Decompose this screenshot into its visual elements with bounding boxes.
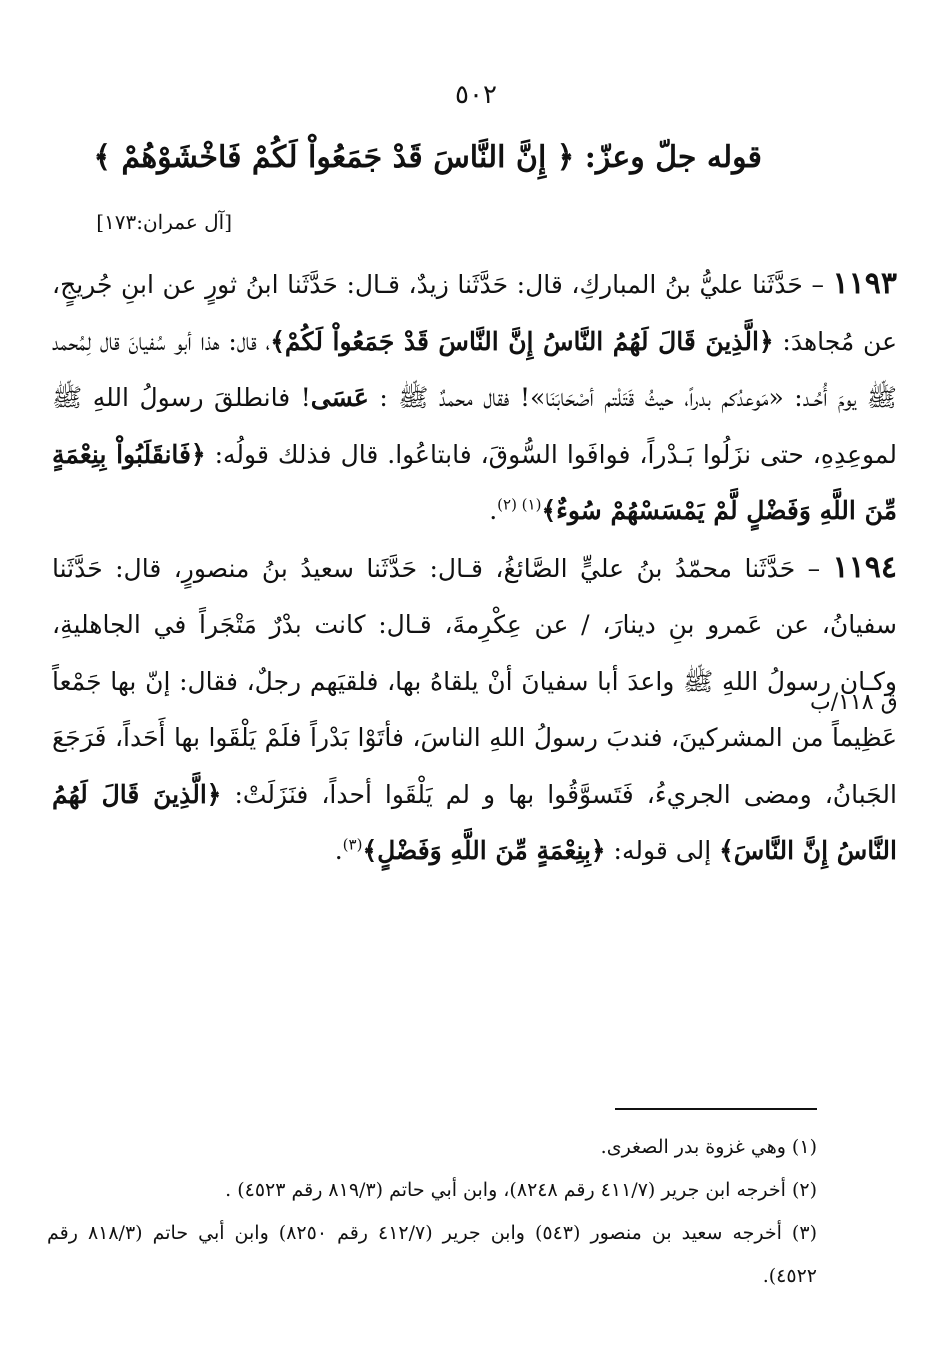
quran-quote: ﴿الَّذِينَ قَالَ لَهُمُ النَّاسُ إِنَّ النَّاسَ قَدْ جَمَعُواْ لَكُمْ﴾	[270, 326, 774, 356]
footnotes	[47, 1126, 817, 1298]
footnote-3: (٣) أخرجه سعيد بن منصور (٥٤٣) وابن جرير (٤١٢/٧ رقم ٨٢٥٠) وابن أبي حاتم (٨١٨/٣ رقم ٤٥٢٢).	[47, 1222, 817, 1287]
hadith-text: – حَدَّثَنا عليُّ بنُ المباركِ، قال: حَدَّثَنا زيدٌ، قـال: حَدَّثَنا ابنُ ثورٍ عن ابنِ جُريجٍ، عن مُجاهدَ:	[52, 270, 897, 356]
hadith-1193	[52, 256, 897, 540]
footnote-2: (٢) أخرجه ابن جرير (٤١١/٧ رقم ٨٢٤٨)، وابن أبي حاتم (٨١٩/٣ رقم ٤٥٢٣) .	[225, 1179, 817, 1201]
quran-verse-reference: [آل عمران:١٧٣]	[96, 210, 232, 234]
hadith-1194	[52, 540, 897, 880]
emphasized-word: عَسَى	[310, 383, 369, 412]
hadith-text: إلى قوله:	[605, 836, 720, 865]
hadith-number: ١١٩٤	[832, 549, 897, 585]
main-text	[52, 256, 897, 880]
hadith-text: ! فانطلقَ رسولُ اللهِ ﷺ لموعِدِهِ، حتى نزَلُوا بَـدْراً، فوافَوا السُّوقَ، فابتاعُوا. قال فذلك قولُه:	[52, 383, 897, 469]
hadith-text: – حَدَّثَنا محمّدُ بنُ عليٍّ الصَّائغُ، قـال: حَدَّثَنا سعيدُ بنُ منصورٍ، قال: حَدَّثَنا سفيانُ، عن عَمرو بنِ دينارَ، / عن عِكْرِمةَ، قـال: كانت بدْرٌ مَتْجَراً في الجاهليةِ، وكـان رسولُ اللهِ ﷺ واعدَ أبا سفيانَ أنْ يلقاهُ بها، فلقيَهم رجلٌ، فقال: إنّ بها جَمْعاً عَظِيماً من المشركينَ، فندبَ رسولُ اللهِ الناسَ، فأتَوْا بَدْراً فلَمْ يَلْقَوا بها أَحَداً، فَرَجَعَ الجَبانُ، ومضى الجريءُ، فَتَسوَّقُوا بها و لم يَلْقَوا أحداً، فنَزَلَتْ:	[52, 553, 897, 809]
page-number: ٥٠٢	[455, 80, 497, 110]
footnote-marker: (٣)	[342, 835, 363, 854]
quran-quote: ﴿بِنِعْمَةٍ مِّنَ اللَّهِ وَفَضْلٍ﴾	[362, 836, 606, 865]
quran-quote: ﴿الَّذِينَ قَالَ لَهُمُ النَّاسُ إِنَّ النَّاسَ﴾	[52, 779, 897, 865]
hadith-number: ١١٩٣	[832, 266, 897, 301]
sentence-end: .	[489, 496, 498, 525]
hadith-text: ، قال: هذا أبو سُفيانَ قال لِمُحمد ﷺ يومَ أُحُـد: «مَوعدُكم بدراً، حيثُ قَتَلْتم أصْحَابَنَا»! فقال محمدٌ ﷺ :	[52, 326, 897, 412]
section-heading: قوله جلّ وعزّ: ﴿ إِنَّ النَّاسَ قَدْ جَمَعُواْ لَكُمْ فَاخْشَوْهُمْ ﴾	[93, 140, 762, 175]
footnote-1: (١) وهي غزوة بدر الصغرى.	[600, 1136, 817, 1158]
sentence-end: .	[334, 836, 343, 865]
quran-quote: ﴿فَانقَلَبُواْ بِنِعْمَةٍ مِّنَ اللَّهِ وَفَضْلٍ لَّمْ يَمْسَسْهُمْ سُوءٌ﴾	[52, 439, 897, 525]
footnote-marker: (١) (٢)	[497, 495, 542, 514]
footnote-divider	[615, 1108, 817, 1110]
manuscript-folio-note: ق ١١٨/ب	[810, 690, 898, 715]
